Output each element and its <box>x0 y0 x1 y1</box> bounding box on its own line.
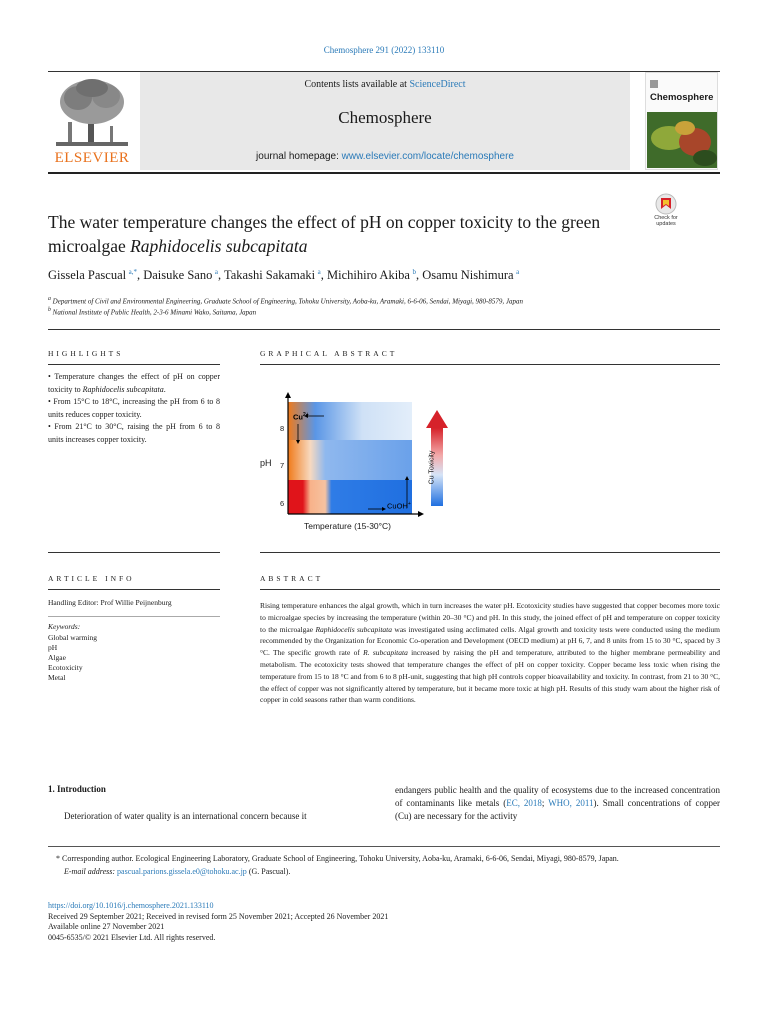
check-for-updates-badge[interactable] <box>648 192 684 230</box>
abstract-text: was investigated using acclimated cells. Algal growth and toxicity tests were conducted using the medium recommended by the Organization for Economic Co-operation and Development (OECD medium) at pH 6, 7, and 8 units from 15 to 30 °C, spaced by 3 °C. The specific growth rate of <box>260 624 720 658</box>
journal-citation[interactable]: Chemosphere 291 (2022) 133110 <box>323 45 445 55</box>
abstract-text: increased by raising the pH and temperature, attributed to the higher membrane permeability and metabolism. The ecotoxicity tests showed that temperature changes the effect of pH on copper toxicity. Copper became less toxic when rising the temperature from 15 to 18 °C and from 6 to 8 pH-unit, suggesting that high pH controls copper bioavailability and toxicity. In contrast, from 21 to 30 °C, the effect of copper was not significantly altered by temperature, but it became more toxic at high pH. Results of this study warn about the higher risk of copper in cold seasons rather than warm conditions. <box>260 648 720 705</box>
affil-marker: b <box>48 307 51 313</box>
handling-editor: Handling Editor: Prof Willie Peijnenburg <box>48 598 172 607</box>
online-date: Available online 27 November 2021 <box>48 922 165 931</box>
abstract-species: R. subcapitata <box>363 648 408 658</box>
article-info-rule <box>48 589 220 590</box>
cu-label-text: Cu <box>293 412 303 422</box>
intro-text: ). Small concentrations of copper (Cu) are necessary for the activity <box>395 798 720 821</box>
ga-cuoh-label <box>387 501 411 511</box>
author-name: Michihiro Akiba <box>326 268 410 283</box>
keyword: Global warming <box>48 633 97 642</box>
footnote <box>48 853 720 878</box>
journal-homepage-line <box>140 151 630 162</box>
article-info-heading: ARTICLE INFO <box>48 574 135 583</box>
affil-text: National Institute of Public Health, 2-3-6 Minami Wako, Saitama, Japan <box>52 308 257 317</box>
email-line <box>48 866 720 879</box>
author-affil-marker[interactable]: a,* <box>128 268 137 276</box>
cuoh-label-sup: + <box>407 501 411 507</box>
contents-prefix: Contents lists available at <box>304 79 410 90</box>
highlight-item: • From 21°C to 30°C, raising the pH from 6 to 8 units increases copper toxicity. <box>48 422 220 444</box>
abstract-body <box>260 600 720 706</box>
highlight-item: • Temperature changes the effect of pH on copper toxicity to Raphidocelis subcapitata. <box>48 372 221 394</box>
header-rule-thick <box>48 172 720 174</box>
copyright: 0045-6535/© 2021 Elsevier Ltd. All rights reserved. <box>48 932 216 942</box>
ga-x-axis-label: Temperature (15-30°C) <box>304 521 392 531</box>
highlight-post: . <box>163 384 166 394</box>
highlights-rule <box>48 364 220 365</box>
article-dates-block <box>48 901 720 943</box>
author-name: Gissela Pascual <box>48 268 127 283</box>
title-text: The water temperature changes the effect of pH on copper toxicity to the green microalgae <box>48 212 601 256</box>
footnote-marker: * <box>56 854 60 863</box>
highlights-list <box>48 371 220 446</box>
email-label: E-mail address: <box>64 866 118 876</box>
affil-marker: a <box>48 296 51 302</box>
highlight-item: • From 15°C to 18°C, increasing the pH from 6 to 8 units reduces copper toxicity. <box>48 397 220 419</box>
author-affil-marker[interactable]: b <box>412 268 416 276</box>
badge-label: Check for updates <box>654 215 678 227</box>
ga-y-tick: 7 <box>280 461 285 470</box>
abstract-rule <box>260 589 720 590</box>
reference-link[interactable]: EC, 2018 <box>506 798 542 808</box>
homepage-prefix: journal homepage: <box>256 151 342 162</box>
abstract-heading: ABSTRACT <box>260 574 324 583</box>
journal-name: Chemosphere <box>338 108 432 127</box>
contents-line <box>140 79 630 90</box>
graphical-abstract-figure <box>258 388 448 538</box>
author-name: Osamu Nishimura <box>422 268 514 283</box>
sciencedirect-link[interactable]: ScienceDirect <box>409 79 466 90</box>
highlights-heading: HIGHLIGHTS <box>48 349 124 358</box>
reference-link[interactable]: WHO, 2011 <box>548 798 594 808</box>
ga-y-axis-label: pH <box>260 458 272 468</box>
footnote-text: Corresponding author. Ecological Engineering Laboratory, Graduate School of Engineering, Tohoku University, Aoba-ku, Aramaki, 6-6-06, Sendai, Miyagi, 980-8579, Japan. <box>60 854 619 863</box>
footnote-rule <box>48 846 720 847</box>
cover-journal-title: Chemosphere <box>650 92 714 103</box>
ga-cu-label <box>293 412 309 422</box>
homepage-link[interactable]: www.elsevier.com/locate/chemosphere <box>341 151 514 162</box>
affiliation-b <box>48 307 256 316</box>
author-affil-marker[interactable]: a <box>317 268 321 276</box>
keyword: Metal <box>48 673 66 682</box>
ga-bottom-rule <box>260 552 720 553</box>
highlight-text: From 15°C to 18°C, increasing the pH from 6 to 8 units reduces copper toxicity. <box>48 397 220 419</box>
graphical-abstract-heading: GRAPHICAL ABSTRACT <box>260 349 398 358</box>
cover-elsevier-icon <box>649 76 659 86</box>
cover-leaf-image <box>647 112 717 168</box>
ga-rule <box>260 364 720 365</box>
keyword: pH <box>48 643 58 652</box>
title-species: Raphidocelis subcapitata <box>130 236 308 256</box>
ga-y-tick: 8 <box>280 424 285 433</box>
abstract-species: Raphidocelis subcapitata <box>315 624 393 634</box>
corresponding-author-note <box>48 853 720 866</box>
ga-toxicity-label: Cu Toxicity <box>428 450 436 485</box>
highlights-bottom-rule <box>48 552 220 553</box>
highlight-italic: Raphidocelis subcapitata <box>82 384 164 394</box>
affil-text: Department of Civil and Environmental Engineering, Graduate School of Engineering, Tohoku University, Aoba-ku, Aramaki, 6-6-06, Sendai, Miyagi, 980-8579, Japan <box>52 297 523 306</box>
author-list: Gissela Pascual $^{a,*}$, Daisuke Sano $^a$, Takashi Sakamaki $^a$, Michihiro Akiba $^b$, Osamu Nishimura $^a$ <box>48 268 520 283</box>
intro-left-paragraph: Deterioration of water quality is an international concern because it <box>64 811 307 821</box>
keyword: Algae <box>48 653 66 662</box>
cuoh-label-text: CuOH <box>387 501 408 511</box>
email-link[interactable]: pascual.parions.gissela.e0@tohoku.ac.jp <box>117 866 247 876</box>
highlight-text: From 21°C to 30°C, raising the pH from 6 to 8 units increases copper toxicity. <box>48 422 220 444</box>
doi-link[interactable]: https://doi.org/10.1016/j.chemosphere.2021.133110 <box>48 901 214 910</box>
intro-heading: 1. Introduction <box>48 784 106 794</box>
author-affil-marker[interactable]: a <box>214 268 218 276</box>
elsevier-wordmark: ELSEVIER <box>54 150 130 166</box>
intro-sep: ; <box>541 798 549 808</box>
email-suffix: (G. Pascual). <box>246 866 291 876</box>
keywords-list <box>48 633 97 683</box>
abstract-text: Rising temperature enhances the algal growth, which in turn increases the water pH. Ecotoxicity studies have suggested that copper becomes more toxic to microalgae species by increasing the temperature (within 20–30 °C) and pH. In this study, the joined effect of pH and temperature on copper toxicity to the microalgae <box>260 601 720 634</box>
author-affil-marker[interactable]: a <box>516 268 520 276</box>
article-title <box>48 210 638 258</box>
highlight-text: Temperature changes the effect of pH on copper toxicity to <box>48 372 221 394</box>
article-info-divider <box>48 616 220 617</box>
author-name: Daisuke Sano <box>143 268 213 283</box>
keyword: Ecotoxicity <box>48 663 83 672</box>
cu-label-sup: 2+ <box>303 412 309 418</box>
section-rule <box>48 329 720 330</box>
affiliation-a <box>48 296 523 305</box>
intro-right-paragraph <box>395 784 720 823</box>
received-dates: Received 29 September 2021; Received in revised form 25 November 2021; Accepted 26 November 2021 <box>48 911 389 921</box>
ga-y-tick: 6 <box>280 499 285 508</box>
author-name: Takashi Sakamaki <box>223 268 316 283</box>
intro-text: endangers public health and the quality of ecosystems due to the increased concentration of contaminants like metals ( <box>395 785 720 808</box>
keywords-label: Keywords: <box>48 622 81 631</box>
